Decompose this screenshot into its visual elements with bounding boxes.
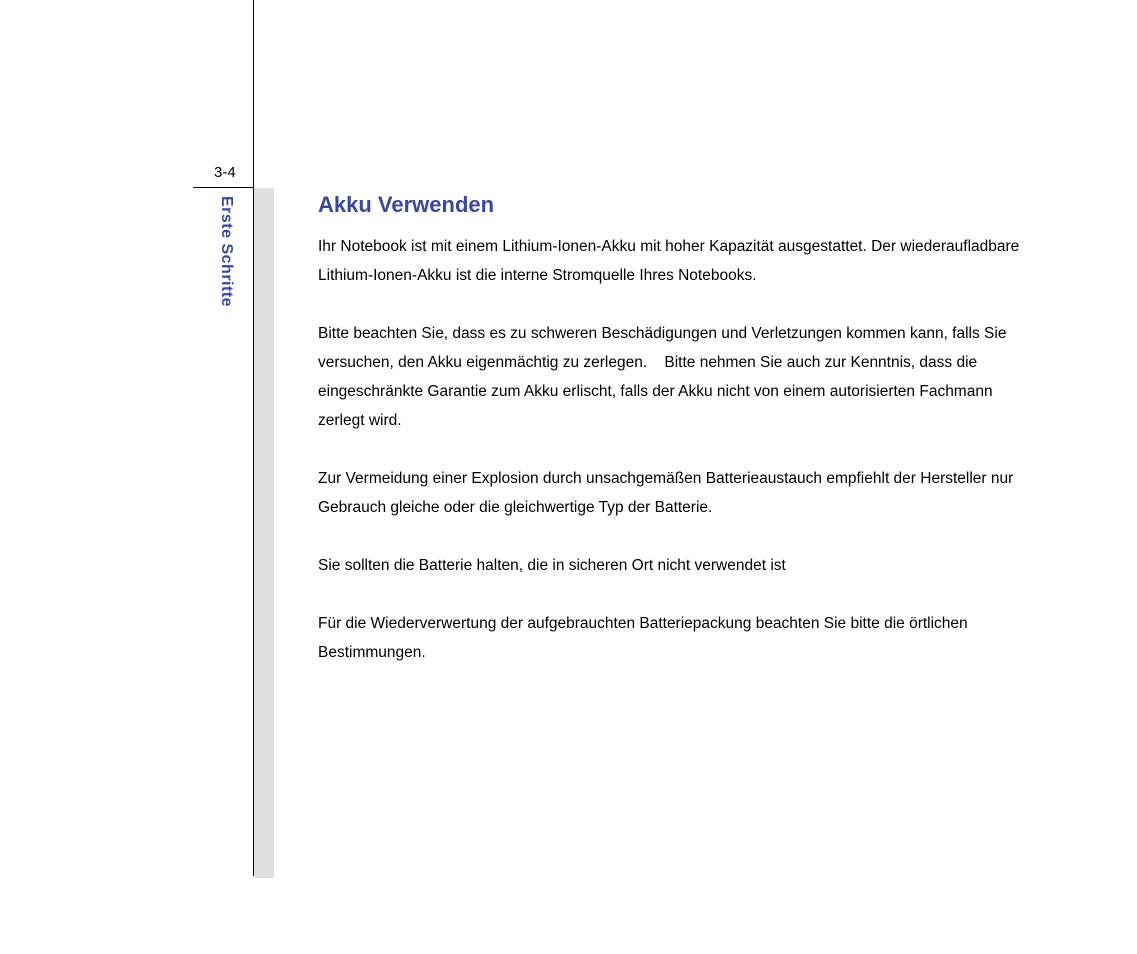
side-band xyxy=(254,188,274,878)
section-tab-label: Erste Schritte xyxy=(218,196,235,308)
paragraph: Zur Vermeidung einer Explosion durch unsachgemäßen Batterieaustauch empfiehlt der Hersteller nur Gebrauch gleiche oder die gleichwertige Typ der Batterie. xyxy=(318,470,1014,516)
paragraph: Sie sollten die Batterie halten, die in sicheren Ort nicht verwendet ist xyxy=(318,557,786,574)
page-number: 3-4 xyxy=(214,164,236,181)
main-content xyxy=(318,191,1038,696)
section-heading: Akku Verwenden xyxy=(318,192,495,217)
paragraph: Ihr Notebook ist mit einem Lithium-Ionen-Akku mit hoher Kapazität ausgestattet. Der wiederaufladbare Lithium-Ionen-Akku ist die interne Stromquelle Ihres Notebooks. xyxy=(318,238,1020,284)
paragraph: Bitte beachten Sie, dass es zu schweren Beschädigungen und Verletzungen kommen kann, falls Sie versuchen, den Akku eigenmächtig zu zerlegen. Bitte nehmen Sie auch zur Kenntnis, dass die eingeschränkte Garantie zum Akku erlischt, falls der Akku nicht von einem autorisierten Fachmann zerlegt wird. xyxy=(318,325,1007,429)
margin-rule-horizontal xyxy=(193,187,254,188)
paragraph: Für die Wiederverwertung der aufgebrauchten Batteriepackung beachten Sie bitte die örtlichen Bestimmungen. xyxy=(318,615,968,661)
